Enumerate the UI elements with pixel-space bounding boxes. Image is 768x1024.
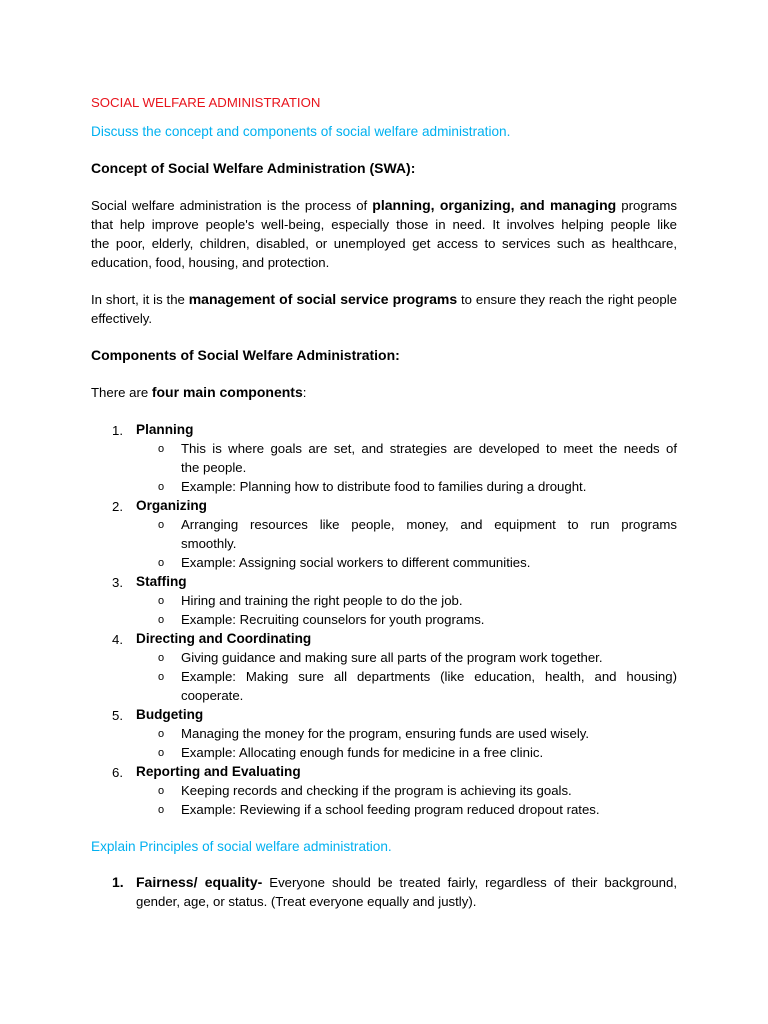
component-point: Managing the money for the program, ensuring funds are used wisely. bbox=[181, 726, 590, 741]
bullet-icon: o bbox=[158, 785, 165, 797]
component-point: Example: Recruiting counselors for youth programs. bbox=[181, 612, 485, 627]
paragraph-line: In short, it is the management of social service programs to ensure they reach the right people bbox=[91, 291, 677, 307]
question-heading-1: Discuss the concept and components of social welfare administration. bbox=[91, 124, 511, 139]
list-number: 6. bbox=[112, 765, 123, 780]
bullet-icon: o bbox=[158, 728, 165, 740]
component-title: Directing and Coordinating bbox=[136, 631, 312, 646]
component-title: Budgeting bbox=[136, 707, 204, 722]
component-title: Staffing bbox=[136, 574, 187, 589]
bullet-icon: o bbox=[158, 652, 165, 664]
bullet-icon: o bbox=[158, 614, 165, 626]
component-point: Example: Reviewing if a school feeding program reduced dropout rates. bbox=[181, 802, 600, 817]
bullet-icon: o bbox=[158, 519, 165, 531]
component-point: Keeping records and checking if the program is achieving its goals. bbox=[181, 783, 572, 798]
paragraph-line: that help improve people's well-being, especially those in need. It involves helping people like bbox=[91, 217, 677, 232]
paragraph-line: effectively. bbox=[91, 311, 153, 326]
component-title: Planning bbox=[136, 422, 194, 437]
principle-line: gender, age, or status. (Treat everyone equally and justly). bbox=[136, 894, 477, 909]
list-number: 5. bbox=[112, 708, 123, 723]
paragraph-line: Social welfare administration is the process of planning, organizing, and managing programs bbox=[91, 197, 677, 213]
concept-heading: Concept of Social Welfare Administration (SWA): bbox=[91, 160, 416, 176]
document-title: SOCIAL WELFARE ADMINISTRATION bbox=[91, 95, 321, 110]
component-point: the people. bbox=[181, 460, 247, 475]
bullet-icon: o bbox=[158, 671, 165, 683]
component-point: Example: Allocating enough funds for medicine in a free clinic. bbox=[181, 745, 544, 760]
component-title: Reporting and Evaluating bbox=[136, 764, 301, 779]
components-heading: Components of Social Welfare Administration: bbox=[91, 347, 400, 363]
component-point: Arranging resources like people, money, and equipment to run programs bbox=[181, 517, 677, 532]
list-number: 1. bbox=[112, 423, 123, 438]
list-number: 2. bbox=[112, 499, 123, 514]
component-point: Example: Assigning social workers to different communities. bbox=[181, 555, 531, 570]
bullet-icon: o bbox=[158, 443, 165, 455]
list-number: 1. bbox=[112, 874, 124, 890]
paragraph-line: education, food, housing, and protection. bbox=[91, 255, 330, 270]
component-point: smoothly. bbox=[181, 536, 237, 551]
components-intro: There are four main components: bbox=[91, 384, 307, 400]
component-point: Example: Planning how to distribute food to families during a drought. bbox=[181, 479, 587, 494]
component-point: cooperate. bbox=[181, 688, 244, 703]
bullet-icon: o bbox=[158, 804, 165, 816]
question-heading-2: Explain Principles of social welfare administration. bbox=[91, 839, 392, 854]
component-point: This is where goals are set, and strategies are developed to meet the needs of bbox=[181, 441, 677, 456]
component-point: Giving guidance and making sure all parts of the program work together. bbox=[181, 650, 603, 665]
list-number: 3. bbox=[112, 575, 123, 590]
bullet-icon: o bbox=[158, 747, 165, 759]
bullet-icon: o bbox=[158, 557, 165, 569]
bullet-icon: o bbox=[158, 481, 165, 493]
component-point: Example: Making sure all departments (like education, health, and housing) bbox=[181, 669, 677, 684]
bullet-icon: o bbox=[158, 595, 165, 607]
paragraph-line: the poor, elderly, children, disabled, or unemployed get access to services such as healthcare, bbox=[91, 236, 677, 251]
component-point: Hiring and training the right people to do the job. bbox=[181, 593, 463, 608]
principle-line: Fairness/ equality- Everyone should be treated fairly, regardless of their background, bbox=[136, 874, 677, 890]
list-number: 4. bbox=[112, 632, 123, 647]
component-title: Organizing bbox=[136, 498, 207, 513]
